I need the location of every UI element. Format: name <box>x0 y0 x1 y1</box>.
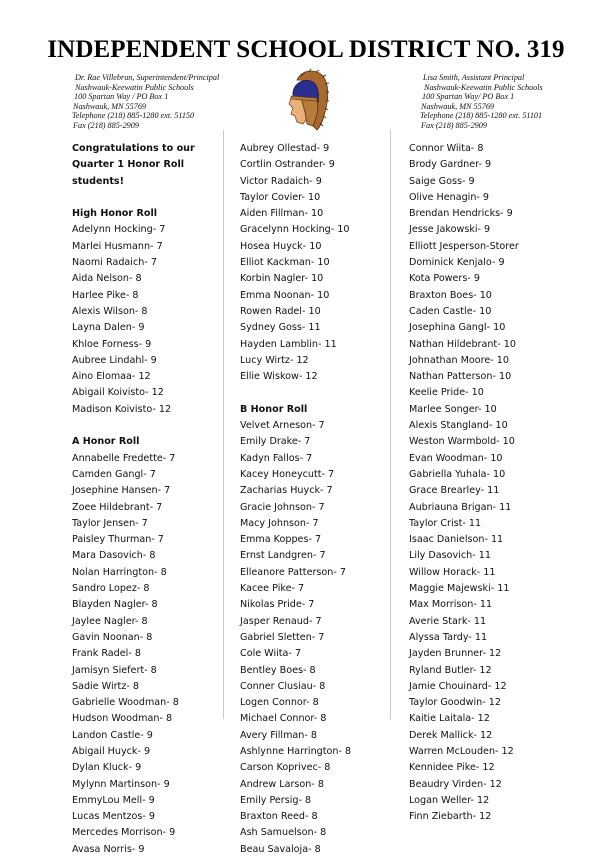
student-entry: Mercedes Morrison- 9 <box>72 827 176 839</box>
b-honor-roll-heading: B Honor Roll <box>240 403 308 415</box>
student-entry: Conner Clusiau- 8 <box>240 680 326 692</box>
contact-line: Telephone (218) 885-1280 ext. 51150 <box>72 111 195 121</box>
student-entry: Dominick Kenjalo- 9 <box>409 257 505 269</box>
column-3 <box>409 141 519 825</box>
student-entry: Alexis Wilson- 8 <box>72 305 148 317</box>
student-entry: Willow Horack- 11 <box>409 566 496 578</box>
student-entry: Camden Gangl- 7 <box>72 468 156 480</box>
student-entry: Derek Mallick- 12 <box>409 729 493 741</box>
student-entry: Averie Stark- 11 <box>409 615 487 627</box>
contact-line: Nashwauk, MN 55769 <box>73 101 147 111</box>
student-entry: Alyssa Tardy- 11 <box>409 631 488 643</box>
student-entry: Hosea Huyck- 10 <box>240 240 322 252</box>
a-honor-roll-list <box>72 451 212 858</box>
student-entry: Warren McLouden- 12 <box>409 745 514 757</box>
student-entry: Michael Connor- 8 <box>240 713 327 725</box>
student-entry: Blayden Nagler- 8 <box>72 599 158 611</box>
a-honor-roll-list-continued <box>240 141 351 385</box>
student-entry: Victor Radaich- 9 <box>240 175 322 187</box>
student-entry: Kadyn Fallos- 7 <box>240 452 313 464</box>
contact-line: Fax (218) 885-2909 <box>421 120 487 130</box>
student-entry: Nolan Harrington- 8 <box>72 566 167 578</box>
student-entry: Kennidee Pike- 12 <box>409 762 495 774</box>
column-2 <box>240 141 351 858</box>
student-entry: Emma Koppes- 7 <box>240 534 322 546</box>
student-entry: Aubriauna Brigan- 11 <box>409 501 512 513</box>
student-entry: Cortlin Ostrander- 9 <box>240 159 335 171</box>
student-entry: Korbin Nagler- 10 <box>240 273 324 285</box>
student-entry: Brody Gardner- 9 <box>409 159 492 171</box>
student-entry: Adelynn Hocking- 7 <box>72 224 166 236</box>
student-entry: Ernst Landgren- 7 <box>240 550 326 562</box>
student-entry: Ash Samuelson- 8 <box>240 827 327 839</box>
student-entry: Andrew Larson- 8 <box>240 778 324 790</box>
student-entry: Kota Powers- 9 <box>409 273 480 285</box>
student-entry: Emma Noonan- 10 <box>240 289 330 301</box>
student-entry: Gracie Johnson- 7 <box>240 501 325 513</box>
student-entry: Dylan Kluck- 9 <box>72 762 142 774</box>
student-entry: Ryland Butler- 12 <box>409 664 492 676</box>
student-entry: Kaitie Laitala- 12 <box>409 713 490 725</box>
student-entry: Kacee Pike- 7 <box>240 583 305 595</box>
student-entry: Aubree Lindahl- 9 <box>72 354 157 366</box>
student-entry: Hayden Lamblin- 11 <box>240 338 337 350</box>
student-entry: Zacharias Huyck- 7 <box>240 485 333 497</box>
student-entry: Landon Castle- 9 <box>72 729 153 741</box>
student-entry: Brendan Hendricks- 9 <box>409 208 513 220</box>
student-entry: Zoee Hildebrant- 7 <box>72 501 163 513</box>
contact-line: 100 Spartan Way/ PO Box 1 <box>422 92 515 102</box>
student-entry: Evan Woodman- 10 <box>409 452 503 464</box>
student-entry: Jamie Chouinard- 12 <box>409 680 507 692</box>
student-entry: Max Morrison- 11 <box>409 599 493 611</box>
student-entry: Sadie Wirtz- 8 <box>72 680 139 692</box>
student-entry: Maggie Majewski- 11 <box>409 583 510 595</box>
contact-line: Nashwauk-Keewatin Public Schools <box>75 82 194 92</box>
column-1 <box>72 141 212 858</box>
student-entry: Olive Henagin- 9 <box>409 191 490 203</box>
student-entry: Abigail Koivisto- 12 <box>72 387 164 399</box>
student-entry: Bentley Boes- 8 <box>240 664 316 676</box>
student-entry: Josephine Hansen- 7 <box>72 485 171 497</box>
contact-line: Lisa Smith, Assistant Principal <box>423 73 525 82</box>
student-entry: Aiden Fillman- 10 <box>240 208 324 220</box>
student-entry: Johnathan Moore- 10 <box>409 354 509 366</box>
student-entry: Gabrielle Woodman- 8 <box>72 697 179 709</box>
assistant-principal-contact-block <box>420 73 543 131</box>
student-entry: Beau Savaloja- 8 <box>240 843 321 855</box>
student-entry: Carson Koprivec- 8 <box>240 762 331 774</box>
student-entry: Keelie Pride- 10 <box>409 387 484 399</box>
contact-line: 100 Spartan Way / PO Box 1 <box>74 92 169 102</box>
student-entry: Frank Radel- 8 <box>72 648 141 660</box>
student-entry: Taylor Crist- 11 <box>409 517 482 529</box>
high-honor-roll-heading: High Honor Roll <box>72 208 158 220</box>
student-entry: Sydney Goss- 11 <box>240 322 321 334</box>
student-entry: Cole Wiita- 7 <box>240 648 302 660</box>
student-entry: Weston Warmbold- 10 <box>409 436 515 448</box>
column-divider <box>223 130 224 719</box>
student-entry: Lucas Mentzos- 9 <box>72 811 155 823</box>
b-honor-roll-list-continued <box>409 141 519 825</box>
student-entry: Mara Dasovich- 8 <box>72 550 156 562</box>
student-entry: Paisley Thurman- 7 <box>72 534 164 546</box>
student-entry: Lily Dasovich- 11 <box>409 550 491 562</box>
student-entry: Taylor Goodwin- 12 <box>409 697 501 709</box>
a-honor-roll-heading: A Honor Roll <box>72 436 140 448</box>
student-entry: Nikolas Pride- 7 <box>240 599 315 611</box>
contact-line: Nashwauk-Keewatin Public Schools <box>424 82 543 92</box>
student-entry: Abigail Huyck- 9 <box>72 745 151 757</box>
student-entry: Kacey Honeycutt- 7 <box>240 468 335 480</box>
student-entry: Avasa Norris- 9 <box>72 843 145 855</box>
student-entry: Elliot Kackman- 10 <box>240 257 330 269</box>
student-entry: Caden Castle- 10 <box>409 305 492 317</box>
student-entry: Elliott Jesperson-Storer <box>409 240 519 252</box>
student-entry: Rowen Radel- 10 <box>240 305 321 317</box>
student-entry: Beaudry Virden- 12 <box>409 778 502 790</box>
student-entry: Isaac Danielson- 11 <box>409 534 504 546</box>
student-entry: Harlee Pike- 8 <box>72 289 139 301</box>
student-entry: Taylor Jensen- 7 <box>72 517 148 529</box>
student-entry: Nathan Hildebrant- 10 <box>409 338 516 350</box>
student-entry: Jesse Jakowski- 9 <box>409 224 491 236</box>
student-entry: Ashlynne Harrington- 8 <box>240 745 352 757</box>
student-entry: Jamisyn Siefert- 8 <box>72 664 157 676</box>
student-entry: Khloe Forness- 9 <box>72 338 152 350</box>
contact-line: Fax (218) 885-2909 <box>73 120 139 130</box>
student-entry: Aida Nelson- 8 <box>72 273 142 285</box>
student-entry: Ellie Wiskow- 12 <box>240 371 318 383</box>
student-entry: Emily Persig- 8 <box>240 794 312 806</box>
congratulations-message: Congratulations to our Quarter 1 Honor Roll students! <box>72 143 195 187</box>
student-entry: Aubrey Ollestad- 9 <box>240 143 330 154</box>
student-entry: Hudson Woodman- 8 <box>72 713 173 725</box>
student-entry: Braxton Boes- 10 <box>409 289 492 301</box>
student-entry: Logen Connor- 8 <box>240 697 319 709</box>
student-entry: Sandro Lopez- 8 <box>72 583 150 595</box>
contact-line: Dr. Rae Villebrun, Superintendent/Principal <box>75 73 220 82</box>
student-entry: Finn Ziebarth- 12 <box>409 811 492 823</box>
student-entry: Lucy Wirtz- 12 <box>240 354 309 366</box>
district-title: INDEPENDENT SCHOOL DISTRICT NO. 319 <box>47 36 565 63</box>
student-entry: Velvet Arneson- 7 <box>240 420 325 432</box>
student-entry: Elleanore Patterson- 7 <box>240 566 346 578</box>
student-entry: Nathan Patterson- 10 <box>409 371 512 383</box>
student-entry: Alexis Stangland- 10 <box>409 420 508 432</box>
student-entry: Gavin Noonan- 8 <box>72 631 153 643</box>
contact-line: Telephone (218) 885-1280 ext. 51101 <box>420 111 543 121</box>
student-entry: Saige Goss- 9 <box>409 175 475 187</box>
student-entry: Taylor Covier- 10 <box>240 191 321 203</box>
student-entry: Jasper Renaud- 7 <box>240 615 322 627</box>
student-entry: Marlee Songer- 10 <box>409 403 497 415</box>
student-entry: Jaylee Nagler- 8 <box>72 615 148 627</box>
student-entry: Aino Elomaa- 12 <box>72 371 151 383</box>
student-entry: Macy Johnson- 7 <box>240 517 319 529</box>
student-entry: Jayden Brunner- 12 <box>409 648 502 660</box>
student-entry: Emily Drake- 7 <box>240 436 311 448</box>
b-honor-roll-list <box>240 418 351 858</box>
student-entry: Braxton Reed- 8 <box>240 811 318 823</box>
student-entry: Gracelynn Hocking- 10 <box>240 224 350 236</box>
student-entry: Naomi Radaich- 7 <box>72 257 157 269</box>
contact-line: Nashwauk, MN 55769 <box>421 101 495 111</box>
student-entry: EmmyLou Mell- 9 <box>72 794 155 806</box>
student-entry: Gabriel Sletten- 7 <box>240 631 325 643</box>
student-entry: Annabelle Fredette- 7 <box>72 452 176 464</box>
student-entry: Josephina Gangl- 10 <box>409 322 506 334</box>
column-divider <box>390 130 391 719</box>
superintendent-contact-block <box>72 73 219 131</box>
student-entry: Gabriella Yuhala- 10 <box>409 468 506 480</box>
student-entry: Grace Brearley- 11 <box>409 485 500 497</box>
student-entry: Marlei Husmann- 7 <box>72 240 163 252</box>
student-entry: Mylynn Martinson- 9 <box>72 778 170 790</box>
student-entry: Avery Fillman- 8 <box>240 729 317 741</box>
student-entry: Layna Dalen- 9 <box>72 322 145 334</box>
student-entry: Connor Wiita- 8 <box>409 143 484 154</box>
spartan-helmet-logo-icon <box>283 68 329 132</box>
student-entry: Madison Koivisto- 12 <box>72 403 172 415</box>
high-honor-roll-list <box>72 222 212 418</box>
student-entry: Logan Weller- 12 <box>409 794 490 806</box>
